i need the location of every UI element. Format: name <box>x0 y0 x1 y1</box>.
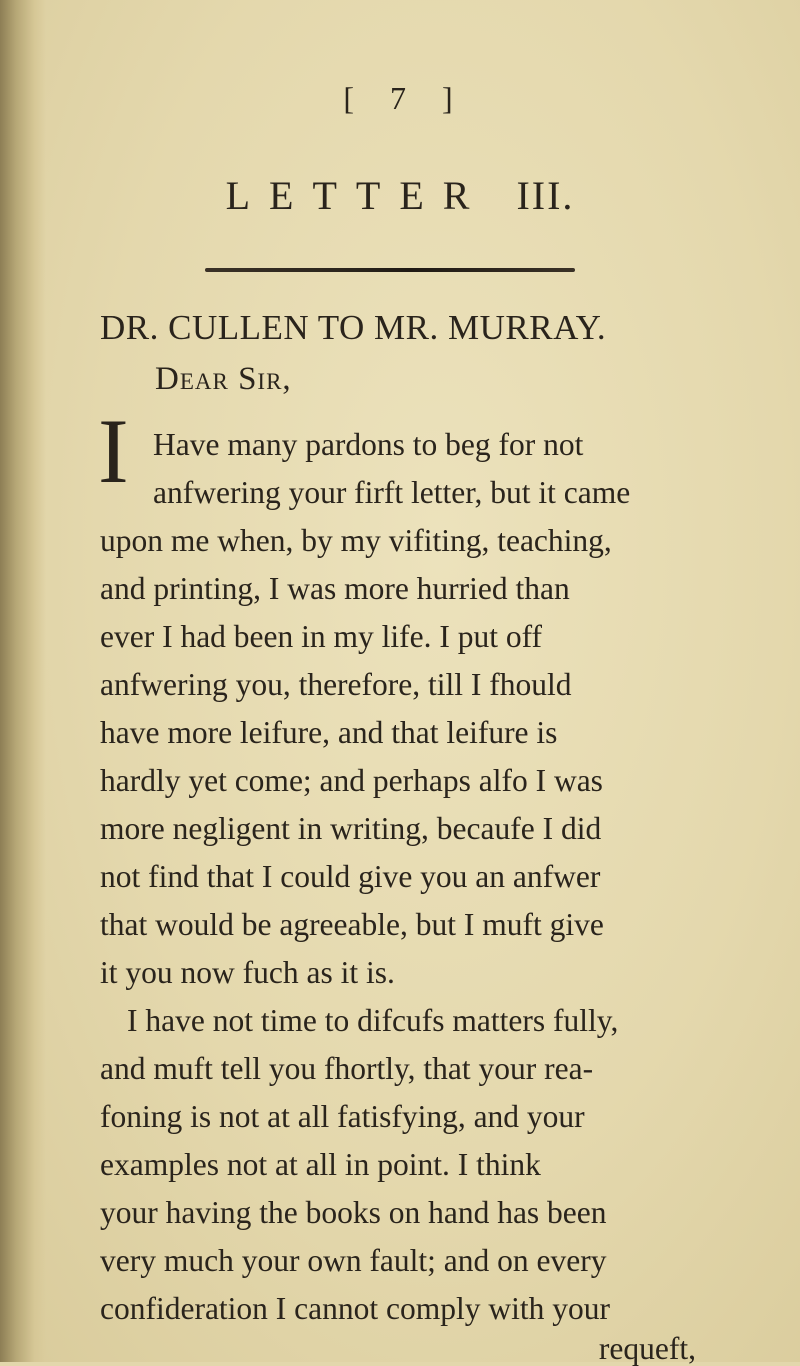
page-number: [ 7 ] <box>343 80 467 116</box>
body-line-8: hardly yet come; and perhaps alfo I was <box>100 763 603 798</box>
body-line-19: confideration I cannot comply with your <box>100 1291 610 1326</box>
body-line-10: not find that I could give you an anfwer <box>100 859 601 894</box>
body-line-2: anfwering your firft letter, but it came <box>153 475 631 510</box>
body-line-18: very much your own fault; and on every <box>100 1243 607 1278</box>
body-line-6: anfwering you, therefore, till I fhould <box>100 667 572 702</box>
body-line-15: foning is not at all fatisfying, and your <box>100 1099 585 1134</box>
letter-heading <box>0 172 800 219</box>
body-line-4: and printing, I was more hurried than <box>100 571 570 606</box>
body-line-12: it you now fuch as it is. <box>100 955 395 990</box>
body-line-11: that would be agreeable, but I muft give <box>100 907 604 942</box>
body-line-9: more negligent in writing, becaufe I did <box>100 811 602 846</box>
body-line-16: examples not at all in point. I think <box>100 1147 541 1182</box>
drop-cap: I <box>98 400 129 502</box>
body-line-14: and muft tell you fhortly, that your rea- <box>100 1051 594 1086</box>
body-line-1: Have many pardons to beg for not <box>153 427 584 462</box>
letter-subheading: DR. CULLEN TO MR. MURRAY. <box>100 308 607 347</box>
body-line-5: ever I had been in my life. I put off <box>100 619 543 654</box>
letter-heading-word: LETTER <box>225 173 489 218</box>
body-line-7: have more leifure, and that leifure is <box>100 715 558 750</box>
body-line-17: your having the books on hand has been <box>100 1195 607 1230</box>
decorative-rule <box>205 268 575 272</box>
body-line-3: upon me when, by my vifiting, teaching, <box>100 523 612 558</box>
catchword: requeft, <box>598 1331 696 1366</box>
letter-heading-number: III. <box>516 173 575 218</box>
body-line-13: I have not time to difcufs matters fully, <box>127 1003 619 1038</box>
salutation: Dear Sir, <box>155 361 292 397</box>
